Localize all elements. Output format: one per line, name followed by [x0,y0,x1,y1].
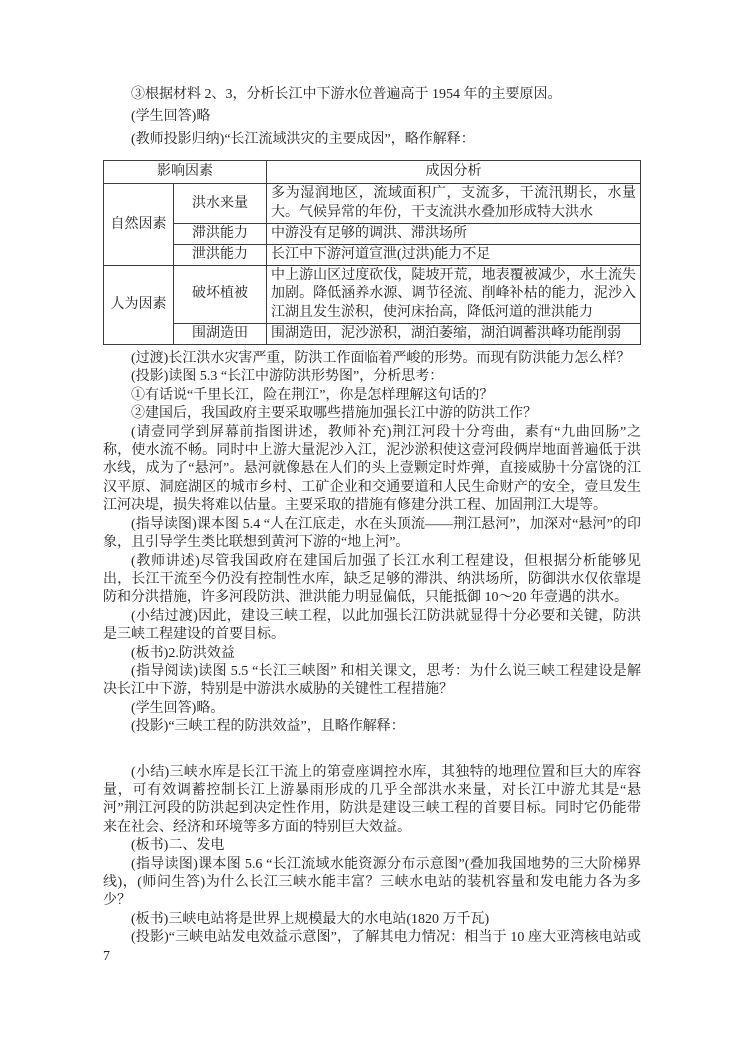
paragraph: (小结过渡)因此，建设三峡工程，以此加强长江防洪就显得十分必要和关键，防洪是三峡工程建设的首要目标。 [103,608,641,643]
table-row [104,323,641,344]
paragraph: (投影)“三峡工程的防洪效益”，且略作解释： [131,719,405,735]
paragraph: (过渡)长江洪水灾害严重，防洪工作面临着严峻的形势。而现有防洪能力怎么样？ [131,351,631,367]
paragraph: (指导读图)课本图 5.6 “长江流域水能资源分布示意图”(叠加我国地势的三大阶梯界线)，(师问生答)为什么长江三峡水能丰富？三峡水电站的装机容量和发电能力各为多少？ [103,856,641,909]
body-section-after-gap [103,764,641,966]
paragraph: (指导读图)课本图 5.4 “人在江底走，水在头顶流——荆江悬河”，加深对“悬河”的印象，且引导学生类比联想到黄河下游的“地上河”。 [103,516,641,551]
paragraph: ③根据材料 2、3，分析长江中下游水位普遍高于 1954 年的主要原因。 [131,87,562,102]
table-header-analysis: 成因分析 [267,161,641,184]
paragraph: (学生回答)略。 [131,700,225,716]
paragraph: ②建国后，我国政府主要采取哪些措施加强长江中游的防洪工作？ [131,406,537,422]
paragraph: (板书)三峡电站将是世界上规模最大的水电站(1820 万千瓦) [131,911,490,927]
table-factor-cell: 滞洪能力 [174,223,267,244]
table-group-natural: 自然因素 [104,184,174,266]
body-section [103,350,641,737]
paragraph: (板书)二、发电 [131,838,225,854]
paragraph: (投影)读图 5.3 “长江中游防洪形势图”，分析思考： [131,369,444,385]
paragraph: ①有话说“千里长江，险在荆江”，你是怎样理解这句话的？ [131,387,494,403]
table-analysis-cell: 中上游山区过度砍伐，陡坡开荒，地表覆被减少，水土流失加剧。降低涵养水源、调节径流、削峰补枯的能力，泥沙入江湖且发生淤积，使河床抬高，降低河道的泄洪能力 [267,266,641,324]
table-header-row [104,161,641,184]
table-factor-cell: 洪水来量 [174,184,267,223]
paragraph: (学生回答)略 [131,109,211,125]
table-analysis-cell: 围湖造田，泥沙淤积，湖泊萎缩，湖泊调蓄洪峰功能削弱 [267,323,641,344]
paragraph: (请壹同学到屏幕前指图讲述，教师补充)荆江河段十分弯曲，素有“九曲回肠”之称，使水流不畅。同时中上游大量泥沙入江，泥沙淤积使这壹河段俩岸地面普遍低于洪水线，成为了“悬河”。悬河就像悬在人们的头上壹颗定时炸弹，直接威胁十分富饶的江汉平原、洞庭湖区的城市乡村、工矿企业和交通要道和人民生命财产的安全，壹旦发生江河决堤，损失将难以估量。主要采取的措施有修建分洪工程、加固荆江大堤等。 [103,424,641,514]
table-group-human: 人为因素 [104,266,174,345]
table-row [104,223,641,244]
intro-section [103,86,641,149]
table-analysis-cell: 长江中下游河道宣泄(过洪)能力不足 [267,245,641,266]
paragraph: (教师讲述)尽管我国政府在建国后加强了长江水利工程建设，但根据分析能够见出，长江干流至今仍没有控制性水库，缺乏足够的滞洪、纳洪场所，防御洪水仅依靠堤防和分洪措施，许多河段防洪、泄洪能力明显偏低，只能抵御 10～20 年壹遇的洪水。 [103,553,641,606]
blank-gap [103,737,641,764]
flood-cause-table [103,160,641,345]
table-factor-cell: 围湖造田 [174,323,267,344]
table-row [104,245,641,266]
table-factor-cell: 泄洪能力 [174,245,267,266]
table-analysis-cell: 中游没有足够的调洪、滞洪场所 [267,223,641,244]
table-header-factor: 影响因素 [104,161,267,184]
paragraph: (板书)2.防洪效益 [131,645,235,661]
table-row [104,266,641,324]
paragraph: (小结)三峡水库是长江干流上的第壹座调控水库，其独特的地理位置和巨大的库容量，可有效调蓄控制长江上游暴雨形成的几乎全部洪水来量，对长江中游尤其是“悬河”荆江河段的防洪起到决定性作用，防洪是建设三峡工程的首要目标。同时它仍能带来在社会、经济和环境等多方面的特别巨大效益。 [103,764,641,835]
paragraph: (投影)“三峡电站发电效益示意图”，了解其电力情况：相当于 10 座大亚湾核电站或 7 [103,930,641,964]
table-analysis-cell: 多为湿润地区，流域面积广，支流多，干流汛期长，水量大。气候异常的年份，干支流洪水叠加形成特大洪水 [267,184,641,223]
paragraph: (教师投影归纳)“长江流域洪灾的主要成因”，略作解释： [131,131,475,147]
table-row [104,184,641,223]
table-factor-cell: 破坏植被 [174,266,267,324]
paragraph: (指导阅读)读图 5.5 “长江三峡图” 和相关课文，思考：为什么说三峡工程建设是解决长江中下游，特别是中游洪水威胁的关键性工程措施？ [103,663,641,698]
